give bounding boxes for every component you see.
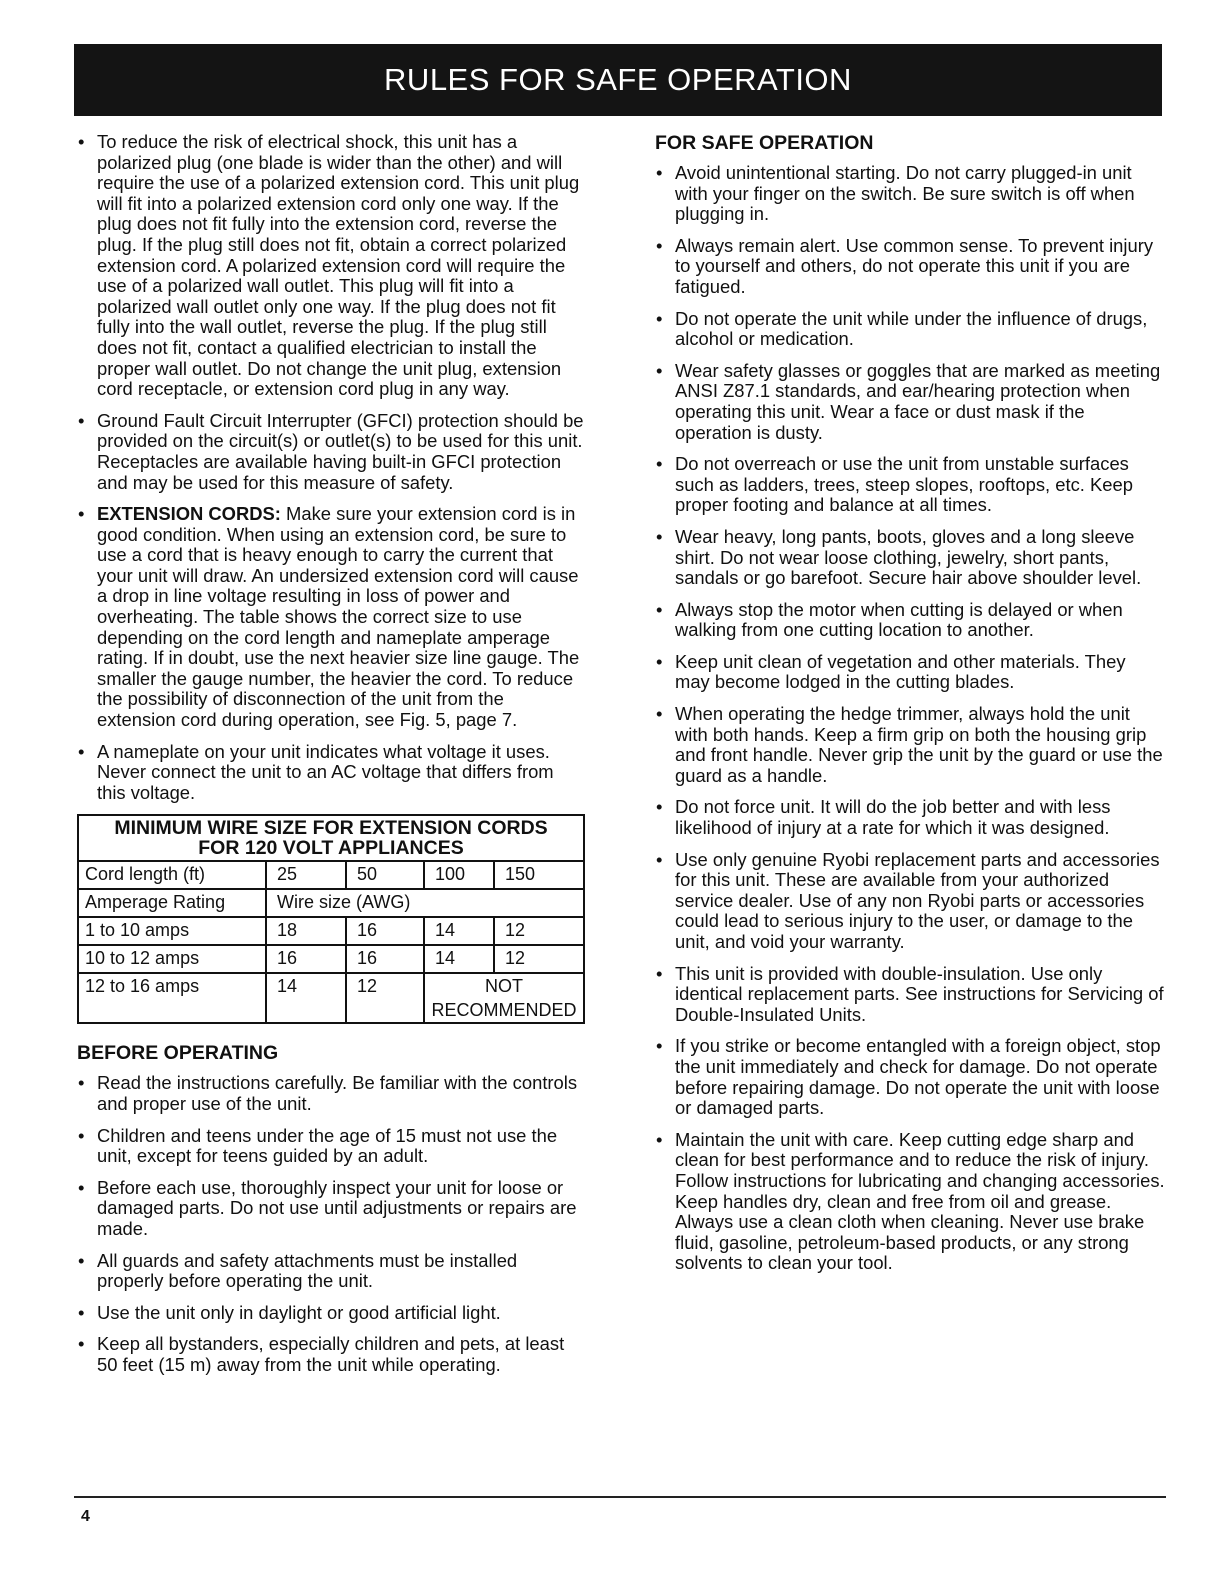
list-item: • Avoid unintentional starting. Do not carry plugged-in unit with your finger on the switch. Be sure switch is off when plugging in.: [655, 163, 1165, 225]
footer-divider: [74, 1496, 1166, 1498]
list-item: • Do not overreach or use the unit from unstable surfaces such as ladders, trees, steep slopes, rooftops, etc. Keep proper footing and balance at all times.: [655, 454, 1165, 516]
list-item: • To reduce the risk of electrical shock, this unit has a polarized plug (one blade is wider than the other) and will require the use of a polarized extension cord. This unit plug will fit into a polarized extension cord only one way. If the plug does not fit fully into the extension cord, reverse the plug. If the plug still does not fit, obtain a correct polarized extension cord. A polarized extension cord will require the use of a polarized wall outlet. This plug will fit into a polarized wall outlet only one way. If the plug does not fit fully into the wall outlet, reverse the plug. If the plug still does not fit, contact a qualified electrician to install the proper wall outlet. Do not change the unit plug, extension cord receptacle, or extension cord plug in any way.: [77, 132, 585, 400]
amperage-label: Amperage Rating: [78, 889, 266, 917]
table-title-line2: FOR 120 VOLT APPLIANCES: [198, 837, 464, 860]
page-title-banner: [74, 44, 1162, 116]
before-operating-heading: BEFORE OPERATING: [77, 1042, 279, 1065]
table-cell: 100: [424, 861, 494, 889]
list-item: • Keep unit clean of vegetation and other materials. They may become lodged in the cutting blades.: [655, 652, 1165, 693]
table-cell: 150: [494, 861, 584, 889]
table-cell: 12: [494, 917, 584, 945]
table-cell: 25: [266, 861, 346, 889]
list-item: • Ground Fault Circuit Interrupter (GFCI) protection should be provided on the circuit(s) or outlet(s) to be used for this unit. Receptacles are available having built-in GFCI protection and may be used for this measure of safety.: [77, 411, 585, 493]
list-item: • Always stop the motor when cutting is delayed or when walking from one cutting location to another.: [655, 600, 1165, 641]
extension-cords-text: Make sure your extension cord is in good condition. When using an extension cord, be sure to use a cord that is heavy enough to carry the current that your unit will draw. An undersized extension cord will cause a drop in line voltage resulting in loss of power and overheating. The table shows the correct size to use depending on the cord length and nameplate amperage rating. If in doubt, use the next heavier size line gauge. The smaller the gauge number, the heavier the cord. To reduce the possibility of disconnection of the unit from the extension cord during operation, see Fig. 5, page 7.: [97, 503, 580, 731]
wire-size-table: [77, 814, 585, 1024]
list-item: • Use the unit only in daylight or good artificial light.: [77, 1303, 585, 1324]
list-item: • Read the instructions carefully. Be familiar with the controls and proper use of the unit.: [77, 1073, 585, 1114]
list-item: • Children and teens under the age of 15 must not use the unit, except for teens guided by an adult.: [77, 1126, 585, 1167]
table-cell: 14: [424, 945, 494, 973]
table-cell: 12: [346, 973, 424, 1023]
wire-size-label: Wire size (AWG): [266, 889, 584, 917]
list-item: • Wear safety glasses or goggles that are marked as meeting ANSI Z87.1 standards, and ear/hearing protection when operating this unit. Wear a face or dust mask if the operation is dusty.: [655, 361, 1165, 443]
table-row: [78, 861, 584, 889]
intro-bullet-list: [77, 132, 585, 803]
list-item: • When operating the hedge trimmer, always hold the unit with both hands. Keep a firm grip on both the housing grip and front handle. Never grip the unit by the guard or use the guard as a handle.: [655, 704, 1165, 786]
not-recommended-line1: NOT: [485, 976, 523, 997]
table-cell: 16: [346, 945, 424, 973]
list-item: • Wear heavy, long pants, boots, gloves and a long sleeve shirt. Do not wear loose clothing, jewelry, short pants, sandals or go barefoot. Secure hair above shoulder level.: [655, 527, 1165, 589]
table-title-row: [78, 815, 584, 861]
extension-cords-lead: EXTENSION CORDS:: [97, 503, 281, 525]
list-item: • Do not force unit. It will do the job better and with less likelihood of injury at a rate for which it was designed.: [655, 797, 1165, 838]
list-item: • Always remain alert. Use common sense. To prevent injury to yourself and others, do not operate this unit if you are fatigued.: [655, 236, 1165, 298]
right-column: [655, 132, 1165, 1285]
safe-operation-heading: FOR SAFE OPERATION: [655, 132, 874, 154]
list-item: • This unit is provided with double-insulation. Use only identical replacement parts. See instructions for Servicing of Double-Insulated Units.: [655, 964, 1165, 1026]
table-cell: 14: [424, 917, 494, 945]
not-recommended-line2: RECOMMENDED: [431, 1000, 577, 1021]
table-cell: 1 to 10 amps: [78, 917, 266, 945]
not-recommended-cell: [424, 973, 584, 1023]
table-cell: 16: [346, 917, 424, 945]
table-title-line1: MINIMUM WIRE SIZE FOR EXTENSION CORDS: [114, 817, 548, 840]
list-item: • Do not operate the unit while under the influence of drugs, alcohol or medication.: [655, 309, 1165, 350]
list-item: • All guards and safety attachments must be installed properly before operating the unit.: [77, 1251, 585, 1292]
before-operating-list: [77, 1073, 585, 1375]
table-row: [78, 889, 584, 917]
left-column: [77, 132, 585, 1387]
safe-operation-list: [655, 163, 1165, 1274]
table-cell: 12 to 16 amps: [78, 973, 266, 1023]
cord-length-label: Cord length (ft): [78, 861, 266, 889]
page-number: 4: [81, 1508, 90, 1525]
table-cell: 14: [266, 973, 346, 1023]
page-title: RULES FOR SAFE OPERATION: [384, 62, 852, 97]
table-row: [78, 945, 584, 973]
table-row: [78, 973, 584, 1023]
table-cell: 10 to 12 amps: [78, 945, 266, 973]
list-item: • Keep all bystanders, especially children and pets, at least 50 feet (15 m) away from the unit while operating.: [77, 1334, 585, 1375]
table-cell: 12: [494, 945, 584, 973]
list-item: • Before each use, thoroughly inspect your unit for loose or damaged parts. Do not use until adjustments or repairs are made.: [77, 1178, 585, 1240]
table-title: [78, 815, 584, 861]
list-item-extension-cords: [77, 504, 585, 731]
table-cell: 50: [346, 861, 424, 889]
table-cell: 16: [266, 945, 346, 973]
list-item: • Use only genuine Ryobi replacement parts and accessories for this unit. These are available from your authorized service dealer. Use of any non Ryobi parts or accessories could lead to serious injury to the user, or damage to the unit, and void your warranty.: [655, 850, 1165, 953]
table-cell: 18: [266, 917, 346, 945]
list-item: • Maintain the unit with care. Keep cutting edge sharp and clean for best performance and to reduce the risk of injury. Follow instructions for lubricating and changing accessories. Keep handles dry, clean and free from oil and grease. Always use a clean cloth when cleaning. Never use brake fluid, gasoline, petroleum-based products, or any strong solvents to clean your tool.: [655, 1130, 1165, 1274]
list-item: • A nameplate on your unit indicates what voltage it uses. Never connect the unit to an AC voltage that differs from this voltage.: [77, 742, 585, 804]
list-item: • If you strike or become entangled with a foreign object, stop the unit immediately and check for damage. Do not operate before repairing damage. Do not operate the unit with loose or damaged parts.: [655, 1036, 1165, 1118]
table-row: [78, 917, 584, 945]
